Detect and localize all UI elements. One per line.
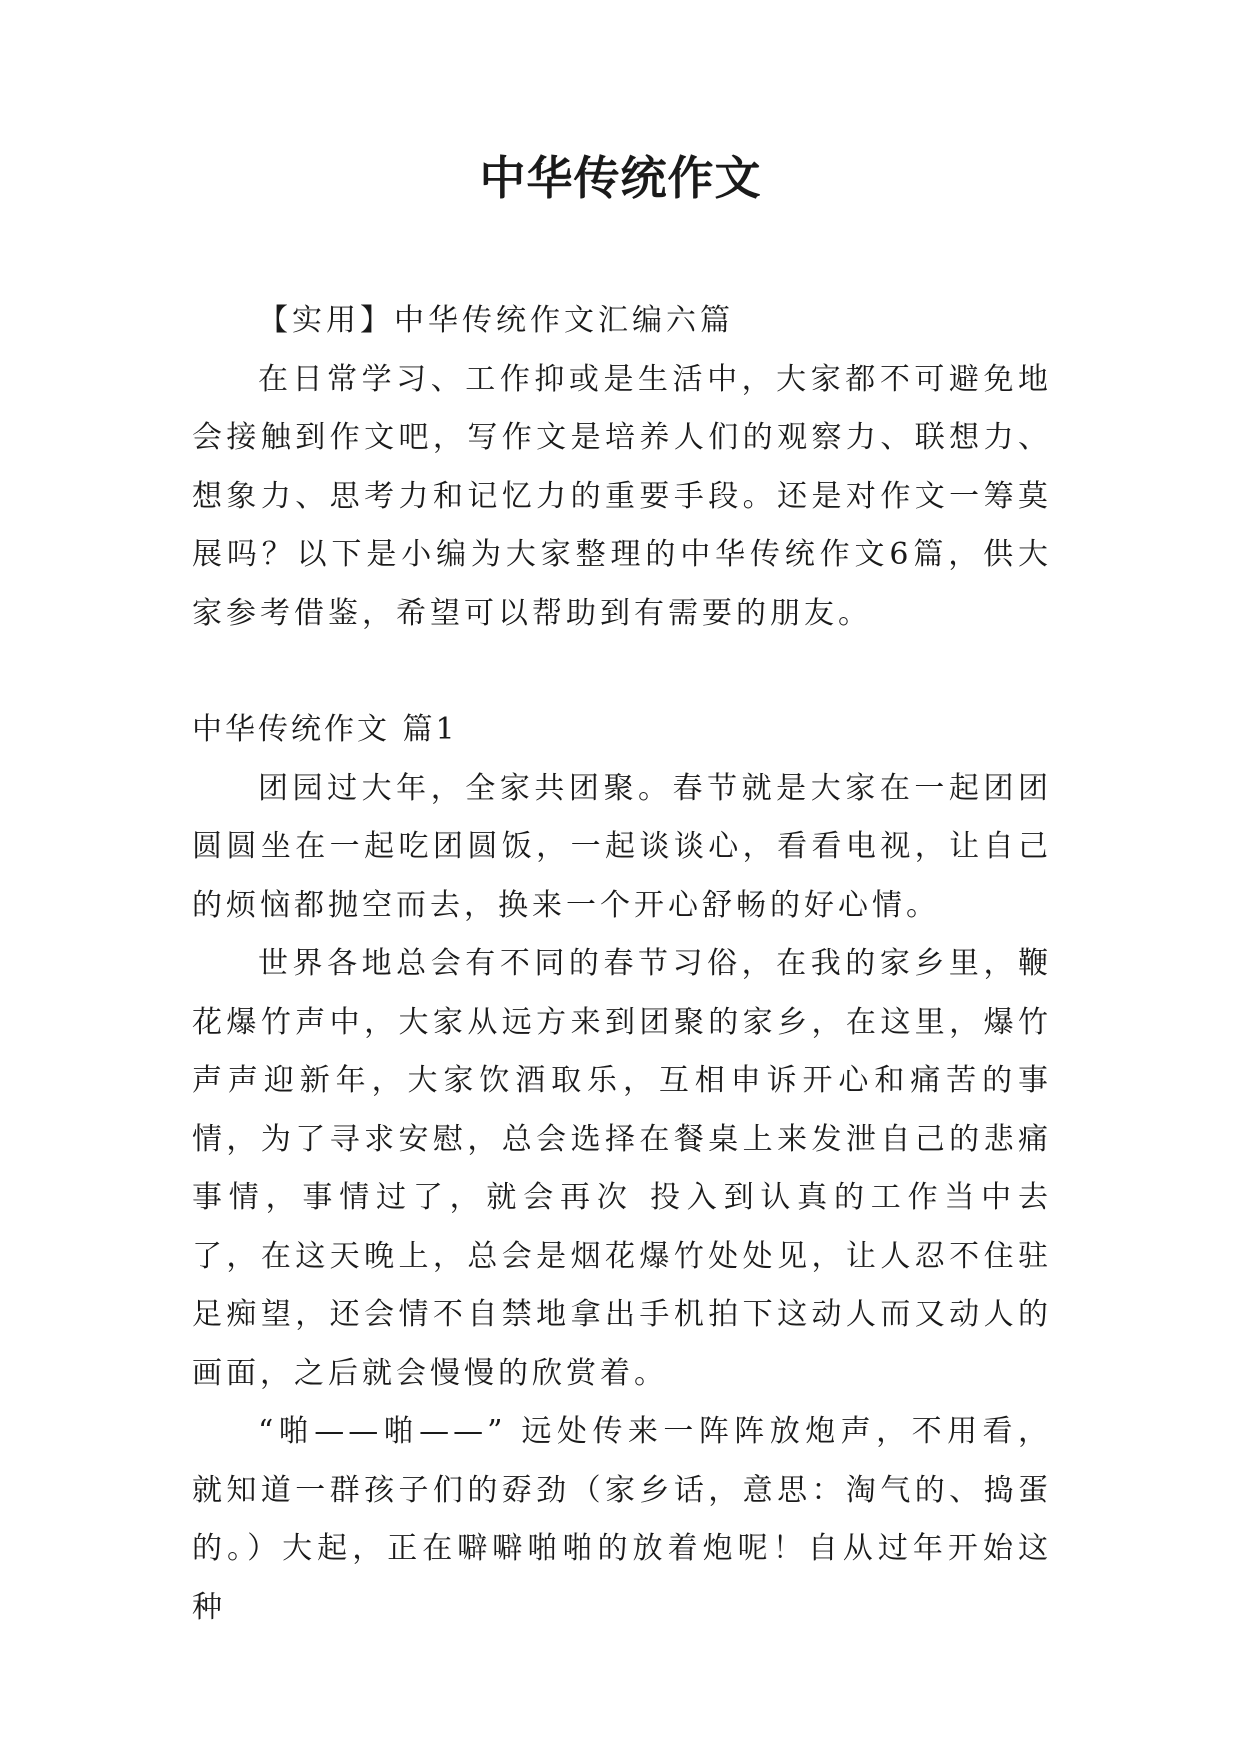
body-paragraph-1: 团园过大年，全家共团聚。春节就是大家在一起团团圆圆坐在一起吃团圆饭，一起谈谈心，看看电视，让自己的烦恼都抛空而去，换来一个开心舒畅的好心情。 — [192, 770, 1052, 923]
body-paragraph-3: “啪——啪——” 远处传来一阵阵放炮声，不用看，就知道一群孩子们的孬劲（家乡话，意思：淘气的、捣蛋的。）大起，正在噼噼啪啪的放着炮呢！自从过年开始这种 — [192, 1414, 1052, 1625]
section-spacer — [192, 643, 1052, 701]
document-body — [192, 292, 1052, 1637]
document-title: 中华传统作文 — [479, 151, 762, 205]
intro-paragraph: 在日常学习、工作抑或是生活中，大家都不可避免地会接触到作文吧，写作文是培养人们的观察力、联想力、想象力、思考力和记忆力的重要手段。还是对作文一筹莫展吗？以下是小编为大家整理的中华传统作文6篇，供大家参考借鉴，希望可以帮助到有需要的朋友。 — [192, 361, 1052, 631]
document-subtitle: 【实用】中华传统作文汇编六篇 — [258, 303, 734, 338]
body-paragraph-2: 世界各地总会有不同的春节习俗，在我的家乡里，鞭花爆竹声中，大家从远方来到团聚的家乡，在这里，爆竹声声迎新年，大家饮酒取乐，互相申诉开心和痛苦的事情，为了寻求安慰，总会选择在餐桌上来发泄自己的悲痛事情，事情过了，就会再次 投入到认真的工作当中去了，在这天晚上，总会是烟花爆竹处处见，让人忍不住驻足痴望，还会情不自禁地拿出手机拍下这动人而又动人的画面，之后就会慢慢的欣赏着。 — [192, 946, 1052, 1391]
section-heading: 中华传统作文 篇1 — [192, 712, 458, 747]
